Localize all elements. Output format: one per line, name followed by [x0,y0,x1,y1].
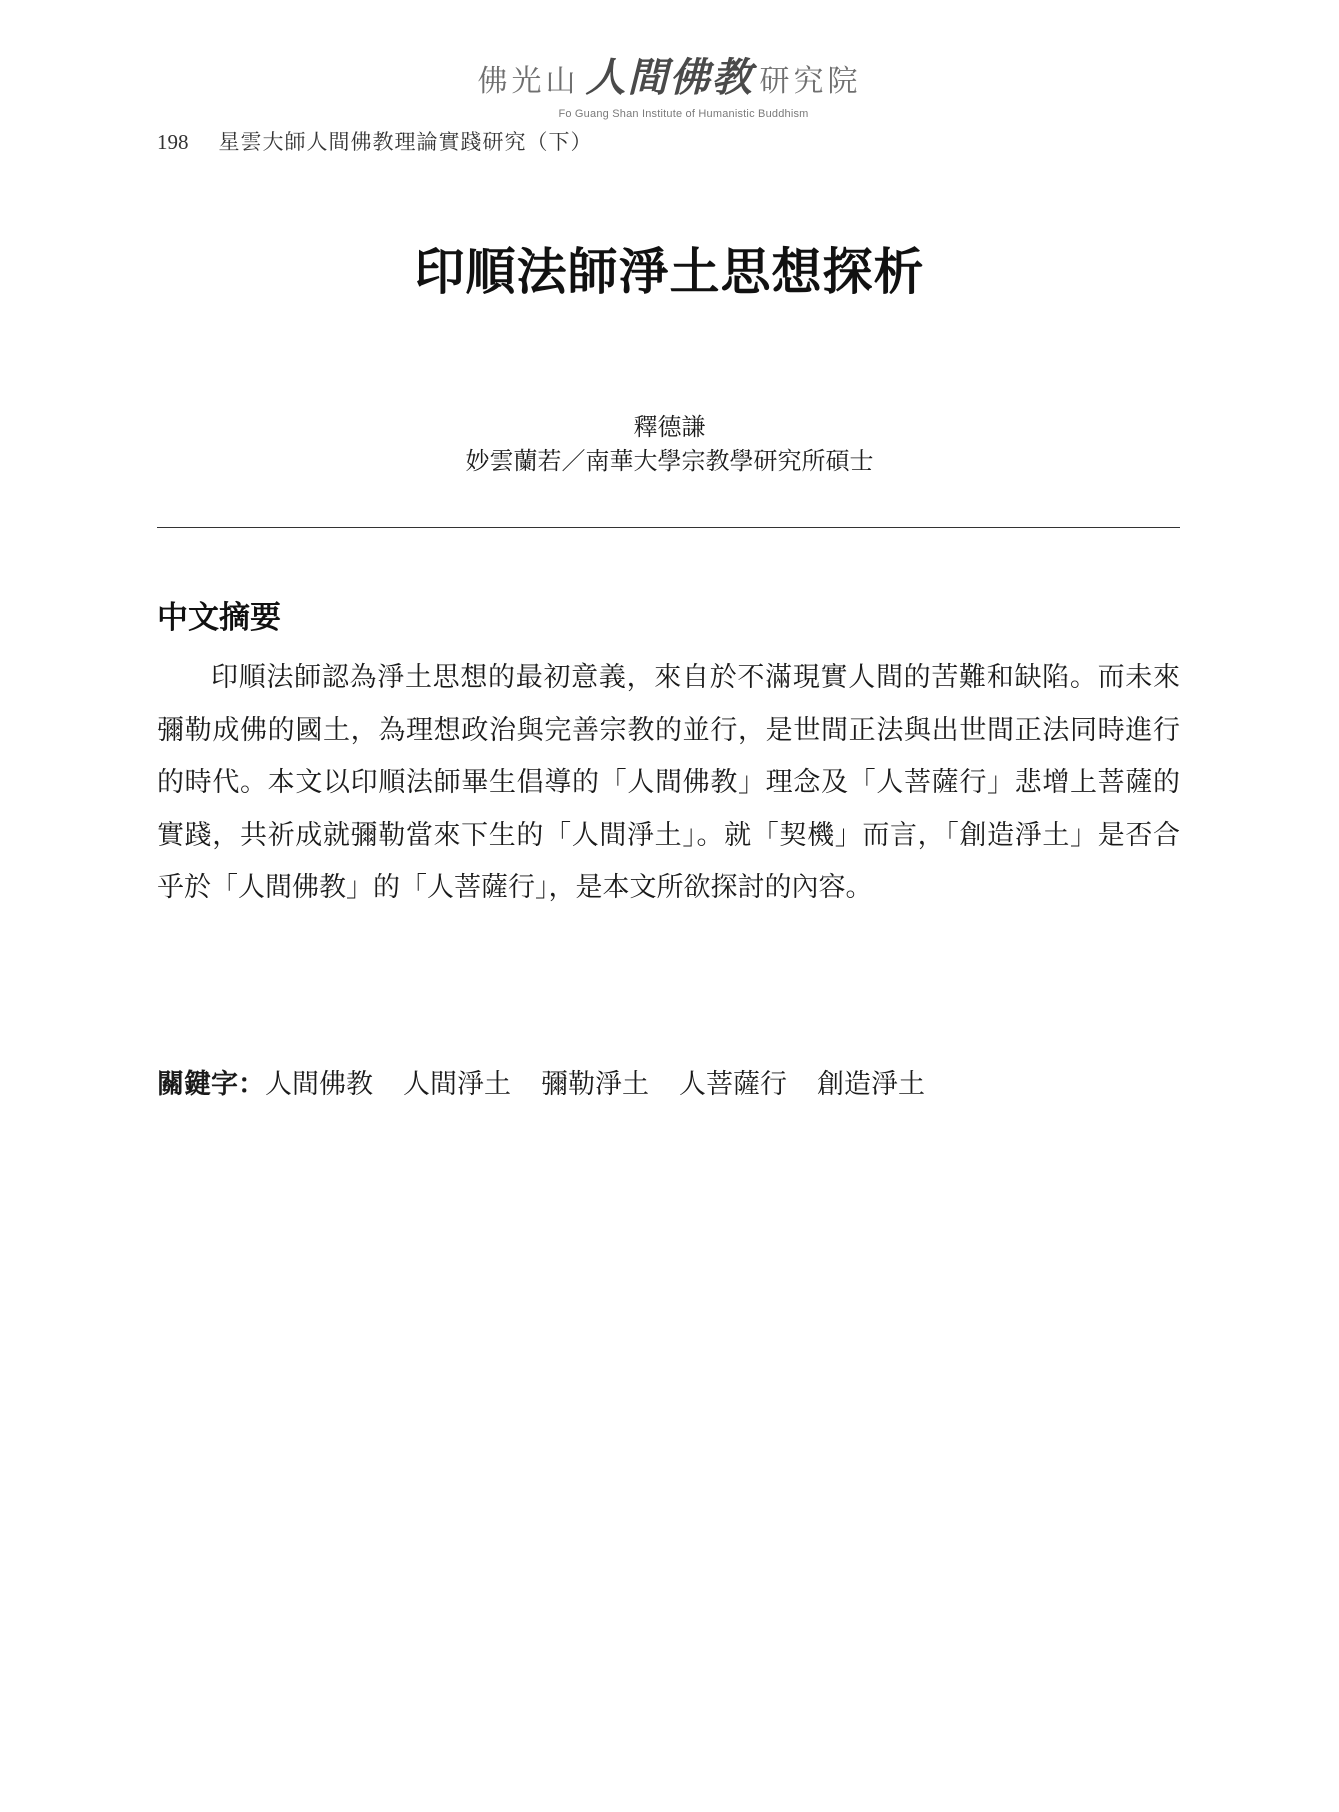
keywords [157,1062,955,1101]
keyword-item: 彌勒淨土 [541,1069,649,1100]
abstract-body: 印順法師認為淨土思想的最初意義，來自於不滿現實人間的苦難和缺陷。而未來彌勒成佛的國土，為理想政治與完善宗教的並行，是世間正法與出世間正法同時進行的時代。本文以印順法師畢生倡導的「人間佛教」理念及「人菩薩行」悲增上菩薩的實踐，共祈成就彌勒當來下生的「人間淨土」。就「契機」而言，「創造淨土」是否合乎於「人間佛教」的「人菩薩行」，是本文所欲探討的內容。 [157,662,1180,903]
logo-brand: 人間佛教 [585,54,754,101]
author-name: 釋德謙 [633,413,706,441]
keyword-item: 人間佛教 [265,1069,373,1100]
author-affiliation: 妙雲蘭若／南華大學宗教學研究所碩士 [465,447,874,475]
keyword-item: 人間淨土 [403,1069,511,1100]
abstract-heading: 中文摘要 [157,600,281,636]
keyword-item: 人菩薩行 [679,1069,787,1100]
page-number: 198 [157,130,189,154]
paper-title: 印順法師淨土思想探析 [414,242,925,301]
section-divider [157,527,1180,528]
book-title: 星雲大師人間佛教理論實踐研究（下） [218,130,593,154]
running-header [157,126,593,156]
logo-suffix: 研究院 [759,64,862,99]
logo-prefix: 佛光山 [477,64,580,99]
logo-chinese [0,54,1339,102]
keyword-item: 創造淨土 [817,1069,925,1100]
keywords-label: 關鍵字： [157,1069,265,1100]
institute-logo [0,54,1339,120]
logo-english: Fo Guang Shan Institute of Humanistic Buddhism [558,108,809,120]
